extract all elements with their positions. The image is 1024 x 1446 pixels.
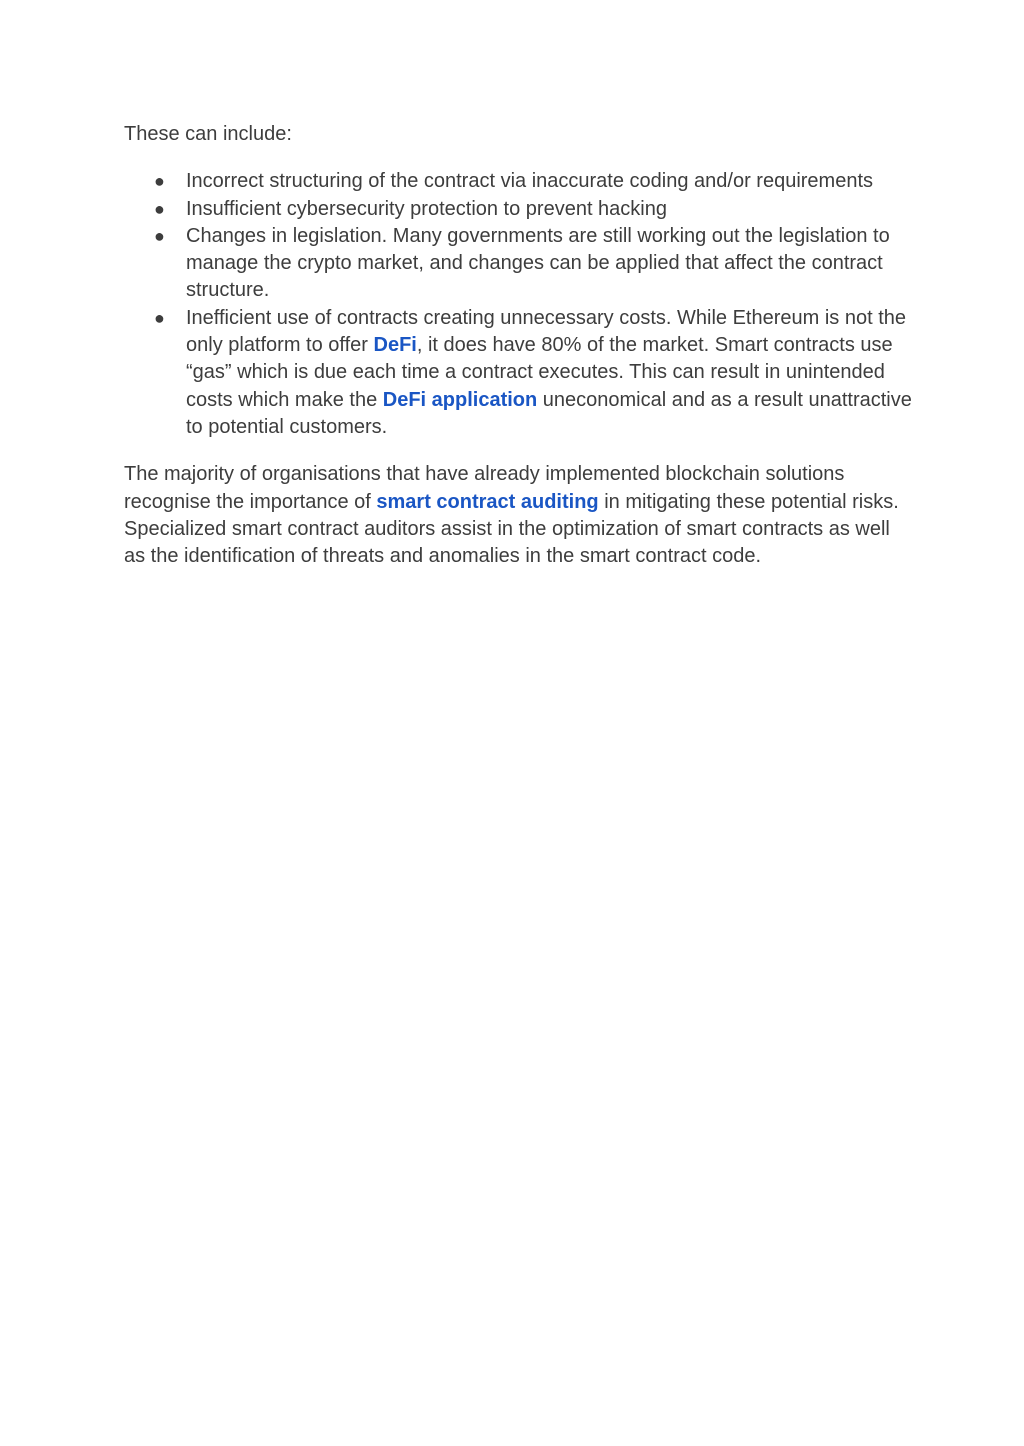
document-body [124, 121, 914, 570]
list-item-text: , it does have 80% of the market. Smart contracts use “gas” which is due each time a contract executes. This can result in unintended costs which make the [186, 334, 893, 411]
list-item-text: Incorrect structuring of the contract via inaccurate coding and/or requirements [186, 170, 874, 193]
closing-paragraph [124, 461, 914, 570]
smart-contract-auditing-link[interactable]: smart contract auditing [376, 490, 599, 513]
bullet-icon: ● [154, 225, 165, 246]
defi-application-link[interactable]: DeFi application [382, 388, 538, 411]
list-item-text: Changes in legislation. Many governments are still working out the legislation to manage the crypto market, and changes can be applied that affect the contract structure. [186, 224, 890, 302]
list-item-text: uneconomical and as a result unattractive to potential customers. [186, 388, 912, 438]
closing-text: The majority of organisations that have already implemented blockchain solutions recognise the importance of [124, 463, 845, 513]
risk-list [124, 168, 914, 441]
bullet-icon: ● [154, 171, 165, 192]
list-item-text: Inefficient use of contracts creating unnecessary costs. While Ethereum is not the only platform to offer [186, 306, 906, 357]
list-item [124, 196, 914, 223]
defi-link[interactable]: DeFi [373, 334, 417, 357]
bullet-icon: ● [154, 198, 165, 219]
bullet-icon: ● [154, 307, 165, 328]
intro-paragraph: These can include: [124, 123, 292, 145]
closing-text: in mitigating these potential risks. Specialized smart contract auditors assist in the optimization of smart contracts as well as the identification of threats and anomalies in the smart contract code. [124, 490, 899, 568]
list-item [124, 223, 914, 305]
list-item [124, 168, 914, 195]
list-item [124, 305, 914, 441]
list-item-text: Insufficient cybersecurity protection to prevent hacking [186, 197, 667, 220]
